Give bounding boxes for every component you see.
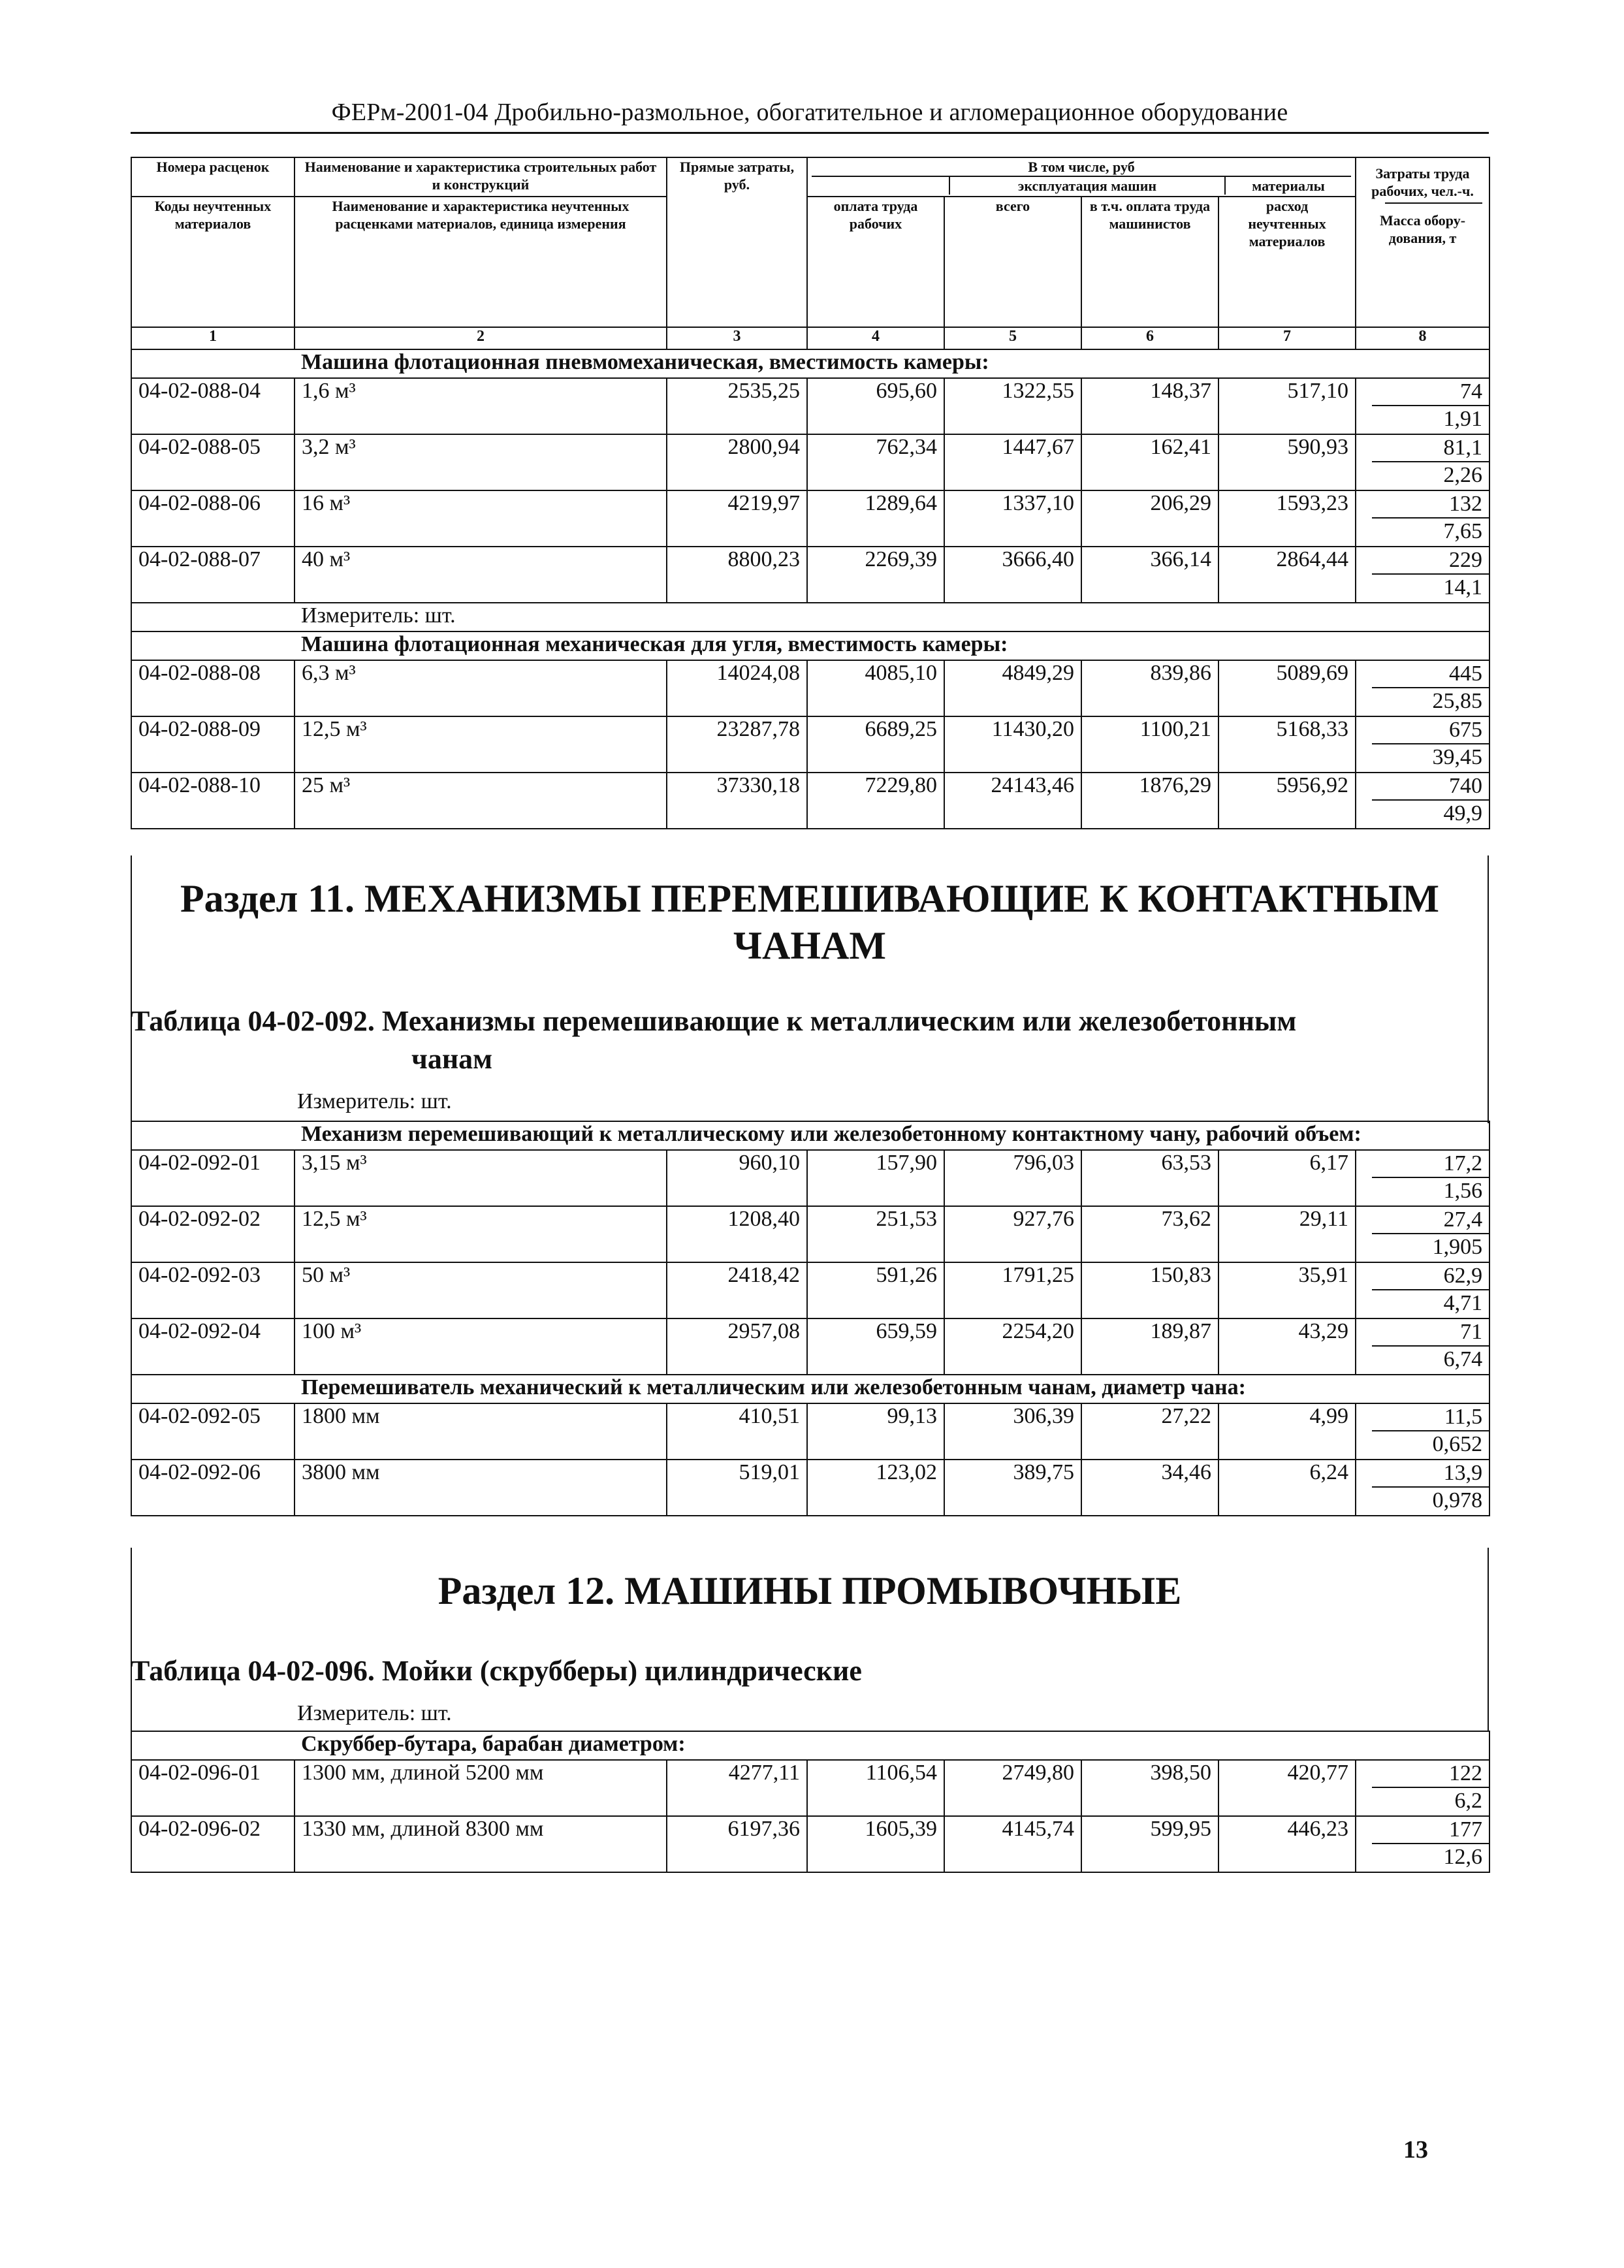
materials-cost: 35,91 [1218, 1262, 1356, 1318]
labor-pay: 251,53 [807, 1206, 944, 1262]
labor-hours: 229 [1372, 547, 1489, 575]
col-num: 3 [667, 327, 807, 349]
labor-mass-cell [1356, 660, 1489, 716]
section11-title-line1: Раздел 11. МЕХАНИЗМЫ ПЕРЕМЕШИВАЮЩИЕ К КОНТАКТНЫМ [180, 877, 1440, 920]
operators-pay: 1100,21 [1081, 716, 1218, 773]
equipment-mass: 1,905 [1432, 1235, 1483, 1259]
machines-total: 4145,74 [944, 1816, 1081, 1872]
rate-code: 04-02-092-04 [131, 1318, 295, 1375]
labor-mass-cell [1356, 1206, 1489, 1262]
materials-cost: 29,11 [1218, 1206, 1356, 1262]
direct-costs: 410,51 [667, 1403, 807, 1460]
machines-total: 1322,55 [944, 378, 1081, 434]
group-row [131, 349, 1489, 378]
labor-mass-cell [1356, 1816, 1489, 1872]
group-code-cell [131, 1375, 295, 1403]
equipment-mass: 1,91 [1443, 407, 1483, 431]
header-direct-costs: Прямые затраты, руб. [667, 157, 807, 327]
equipment-mass: 12,6 [1443, 1845, 1483, 1869]
operators-pay: 839,86 [1081, 660, 1218, 716]
work-name: 3,2 м³ [295, 434, 667, 490]
operators-pay: 599,95 [1081, 1816, 1218, 1872]
header-operators-pay: в т.ч. оплата труда машинистов [1081, 197, 1218, 327]
table-row [131, 1318, 1489, 1375]
table-row [131, 716, 1489, 773]
labor-mass-cell [1356, 434, 1489, 490]
materials-cost: 517,10 [1218, 378, 1356, 434]
labor-hours: 132 [1372, 491, 1489, 519]
machines-total: 1337,10 [944, 490, 1081, 547]
equipment-mass: 14,1 [1443, 575, 1483, 599]
header-machines-total: всего [944, 197, 1081, 327]
work-name: 1330 мм, длиной 8300 мм [295, 1816, 667, 1872]
direct-costs: 2957,08 [667, 1318, 807, 1375]
page-number: 13 [1403, 2136, 1428, 2164]
group-title: Скруббер-бутара, барабан диаметром: [295, 1731, 1489, 1760]
group-title: Машина флотационная пневмомеханическая, вместимость камеры: [295, 349, 1489, 378]
table-row [131, 434, 1489, 490]
machines-total: 3666,40 [944, 547, 1081, 603]
header-labor-mass [1356, 157, 1489, 327]
table-row [131, 547, 1489, 603]
rates-table-04-02-088 [131, 157, 1490, 829]
labor-hours: 675 [1372, 717, 1489, 744]
equipment-mass: 7,65 [1443, 519, 1483, 543]
col-num: 1 [131, 327, 295, 349]
materials-cost: 5089,69 [1218, 660, 1356, 716]
header-work-name: Наименование и характеристика строительных работ и конструкций [295, 157, 667, 197]
materials-cost: 6,24 [1218, 1460, 1356, 1516]
direct-costs: 2800,94 [667, 434, 807, 490]
group-row [131, 1731, 1489, 1760]
table-title-line1: Таблица 04-02-092. Механизмы перемешивающие к металлическим или железобетонным [131, 1005, 1297, 1037]
materials-cost: 5168,33 [1218, 716, 1356, 773]
materials-cost: 446,23 [1218, 1816, 1356, 1872]
header-incl [807, 157, 1356, 197]
labor-hours: 62,9 [1372, 1263, 1489, 1290]
machines-total: 4849,29 [944, 660, 1081, 716]
equipment-mass: 0,652 [1432, 1432, 1483, 1456]
measure-label: Измеритель: шт. [297, 1701, 452, 1725]
labor-hours: 11,5 [1372, 1404, 1489, 1431]
labor-pay: 157,90 [807, 1150, 944, 1206]
labor-pay: 762,34 [807, 434, 944, 490]
table-title-line2: чанам [411, 1043, 493, 1075]
table-row [131, 773, 1489, 829]
group-row [131, 1375, 1489, 1403]
direct-costs: 1208,40 [667, 1206, 807, 1262]
machines-total: 2749,80 [944, 1760, 1081, 1816]
work-name: 3800 мм [295, 1460, 667, 1516]
rate-code: 04-02-092-03 [131, 1262, 295, 1318]
labor-hours: 71 [1372, 1319, 1489, 1347]
table-row [131, 660, 1489, 716]
materials-cost: 590,93 [1218, 434, 1356, 490]
table-row [131, 1403, 1489, 1460]
machines-total: 927,76 [944, 1206, 1081, 1262]
group-code-cell [131, 349, 295, 378]
labor-hours: 177 [1372, 1817, 1489, 1844]
direct-costs: 14024,08 [667, 660, 807, 716]
header-labor-pay: оплата труда рабочих [807, 197, 944, 327]
header-incl-label: В том числе, руб [812, 158, 1351, 177]
table-row [131, 378, 1489, 434]
operators-pay: 398,50 [1081, 1760, 1218, 1816]
direct-costs: 2535,25 [667, 378, 807, 434]
labor-mass-cell [1356, 1403, 1489, 1460]
col-num: 4 [807, 327, 944, 349]
labor-mass-cell [1356, 1262, 1489, 1318]
machines-total: 2254,20 [944, 1318, 1081, 1375]
operators-pay: 189,87 [1081, 1318, 1218, 1375]
direct-costs: 23287,78 [667, 716, 807, 773]
equipment-mass: 25,85 [1432, 689, 1483, 713]
labor-mass-cell [1356, 1318, 1489, 1375]
labor-hours: 13,9 [1372, 1460, 1489, 1488]
table-row [131, 1262, 1489, 1318]
header-labor-hours: Затраты труда рабочих, чел.-ч. [1371, 165, 1474, 199]
labor-pay: 2269,39 [807, 547, 944, 603]
section12-title: Раздел 12. МАШИНЫ ПРОМЫВОЧНЫЕ [438, 1569, 1182, 1612]
operators-pay: 162,41 [1081, 434, 1218, 490]
work-name: 12,5 м³ [295, 1206, 667, 1262]
labor-pay: 1289,64 [807, 490, 944, 547]
operators-pay: 73,62 [1081, 1206, 1218, 1262]
direct-costs: 519,01 [667, 1460, 807, 1516]
operators-pay: 63,53 [1081, 1150, 1218, 1206]
rate-code: 04-02-088-06 [131, 490, 295, 547]
labor-pay: 4085,10 [807, 660, 944, 716]
labor-pay: 1106,54 [807, 1760, 944, 1816]
group-row [131, 603, 1489, 631]
table-04-02-092-title [131, 1002, 1489, 1078]
header-rate-numbers: Номера расценок [131, 157, 295, 197]
table-row [131, 490, 1489, 547]
rate-code: 04-02-088-05 [131, 434, 295, 490]
direct-costs: 8800,23 [667, 547, 807, 603]
direct-costs: 4219,97 [667, 490, 807, 547]
measure-label: Измеритель: шт. [297, 1089, 452, 1113]
labor-hours: 17,2 [1372, 1151, 1489, 1178]
rate-code: 04-02-092-02 [131, 1206, 295, 1262]
work-name: 40 м³ [295, 547, 667, 603]
machines-total: 1791,25 [944, 1262, 1081, 1318]
col-num: 6 [1081, 327, 1218, 349]
materials-cost: 1593,23 [1218, 490, 1356, 547]
col-num: 8 [1356, 327, 1489, 349]
labor-pay: 99,13 [807, 1403, 944, 1460]
machines-total: 24143,46 [944, 773, 1081, 829]
labor-hours: 122 [1372, 1761, 1489, 1788]
rate-code: 04-02-088-10 [131, 773, 295, 829]
labor-mass-cell [1356, 1760, 1489, 1816]
group-code-cell [131, 631, 295, 660]
direct-costs: 37330,18 [667, 773, 807, 829]
labor-hours: 27,4 [1372, 1207, 1489, 1234]
machines-total: 11430,20 [944, 716, 1081, 773]
work-name: 1800 мм [295, 1403, 667, 1460]
work-name: 3,15 м³ [295, 1150, 667, 1206]
group-title: Перемешиватель механический к металлическим или железобетонным чанам, диаметр чана: [295, 1375, 1489, 1403]
table-row [131, 1460, 1489, 1516]
labor-pay: 7229,80 [807, 773, 944, 829]
col-num: 5 [944, 327, 1081, 349]
rate-code: 04-02-096-02 [131, 1816, 295, 1872]
equipment-mass: 1,56 [1443, 1179, 1483, 1203]
direct-costs: 6197,36 [667, 1816, 807, 1872]
col-num: 7 [1218, 327, 1356, 349]
work-name: 16 м³ [295, 490, 667, 547]
direct-costs: 4277,11 [667, 1760, 807, 1816]
work-name: 25 м³ [295, 773, 667, 829]
operators-pay: 366,14 [1081, 547, 1218, 603]
table-row [131, 1206, 1489, 1262]
group-code-cell [131, 1731, 295, 1760]
direct-costs: 2418,42 [667, 1262, 807, 1318]
labor-mass-cell [1356, 490, 1489, 547]
section11-title [131, 875, 1489, 969]
equipment-mass: 49,9 [1443, 801, 1483, 825]
header-machines: эксплуатация машин [950, 177, 1226, 195]
machines-total: 796,03 [944, 1150, 1081, 1206]
header-missing-codes: Коды неучтенных материалов [131, 197, 295, 327]
group-title: Механизм перемешивающий к металлическому или железобетонному контактному чану, рабочий объем: [295, 1121, 1489, 1150]
table-row [131, 1816, 1489, 1872]
materials-cost: 5956,92 [1218, 773, 1356, 829]
rate-code: 04-02-088-09 [131, 716, 295, 773]
rate-code: 04-02-088-07 [131, 547, 295, 603]
rates-table-04-02-096 [131, 1731, 1490, 1873]
operators-pay: 150,83 [1081, 1262, 1218, 1318]
header-missing-materials: Наименование и характеристика неучтенных расценками материалов, единица измерения [295, 197, 667, 327]
col-num: 2 [295, 327, 667, 349]
labor-pay: 1605,39 [807, 1816, 944, 1872]
rate-code: 04-02-092-01 [131, 1150, 295, 1206]
header-materials: материалы [1252, 178, 1325, 194]
equipment-mass: 2,26 [1443, 463, 1483, 487]
group-title: Машина флотационная механическая для угля, вместимость камеры: [295, 631, 1489, 660]
materials-cost: 6,17 [1218, 1150, 1356, 1206]
materials-cost: 2864,44 [1218, 547, 1356, 603]
labor-mass-cell [1356, 773, 1489, 829]
equipment-mass: 0,978 [1432, 1488, 1483, 1512]
operators-pay: 1876,29 [1081, 773, 1218, 829]
page-header: ФЕРм-2001-04 Дробильно-размольное, обогатительное и агломерационное оборудование [131, 98, 1489, 134]
rate-code: 04-02-088-08 [131, 660, 295, 716]
work-name: 1,6 м³ [295, 378, 667, 434]
labor-hours: 445 [1372, 661, 1489, 688]
labor-mass-cell [1356, 1460, 1489, 1516]
operators-pay: 27,22 [1081, 1403, 1218, 1460]
labor-mass-cell [1356, 716, 1489, 773]
equipment-mass: 39,45 [1432, 745, 1483, 769]
materials-cost: 420,77 [1218, 1760, 1356, 1816]
equipment-mass: 4,71 [1443, 1291, 1483, 1315]
header-missing-materials-use: расход неучтенных материалов [1218, 197, 1356, 327]
work-name: 6,3 м³ [295, 660, 667, 716]
work-name: 12,5 м³ [295, 716, 667, 773]
machines-total: 306,39 [944, 1403, 1081, 1460]
group-row [131, 1121, 1489, 1150]
labor-mass-cell [1356, 547, 1489, 603]
materials-cost: 43,29 [1218, 1318, 1356, 1375]
operators-pay: 206,29 [1081, 490, 1218, 547]
group-code-cell [131, 603, 295, 631]
labor-pay: 591,26 [807, 1262, 944, 1318]
work-name: 50 м³ [295, 1262, 667, 1318]
measure-label: Измеритель: шт. [295, 603, 1489, 631]
operators-pay: 34,46 [1081, 1460, 1218, 1516]
rate-code: 04-02-092-06 [131, 1460, 295, 1516]
table-04-02-096-title: Таблица 04-02-096. Мойки (скрубберы) цилиндрические [131, 1655, 862, 1687]
section11-title-line2: ЧАНАМ [733, 924, 886, 967]
labor-mass-cell [1356, 378, 1489, 434]
labor-mass-cell [1356, 1150, 1489, 1206]
labor-pay: 123,02 [807, 1460, 944, 1516]
rate-code: 04-02-096-01 [131, 1760, 295, 1816]
labor-pay: 6689,25 [807, 716, 944, 773]
rates-table-04-02-092 [131, 1121, 1490, 1516]
rate-code: 04-02-092-05 [131, 1403, 295, 1460]
direct-costs: 960,10 [667, 1150, 807, 1206]
labor-pay: 659,59 [807, 1318, 944, 1375]
equipment-mass: 6,2 [1454, 1789, 1483, 1813]
labor-hours: 74 [1372, 379, 1489, 406]
equipment-mass: 6,74 [1443, 1347, 1483, 1371]
machines-total: 1447,67 [944, 434, 1081, 490]
labor-pay: 695,60 [807, 378, 944, 434]
work-name: 100 м³ [295, 1318, 667, 1375]
group-row [131, 631, 1489, 660]
materials-cost: 4,99 [1218, 1403, 1356, 1460]
rate-code: 04-02-088-04 [131, 378, 295, 434]
table-row [131, 1760, 1489, 1816]
machines-total: 389,75 [944, 1460, 1081, 1516]
table-row [131, 1150, 1489, 1206]
work-name: 1300 мм, длиной 5200 мм [295, 1760, 667, 1816]
header-mass: Масса обору-дования, т [1380, 212, 1466, 246]
group-code-cell [131, 1121, 295, 1150]
labor-hours: 740 [1372, 773, 1489, 801]
operators-pay: 148,37 [1081, 378, 1218, 434]
labor-hours: 81,1 [1372, 435, 1489, 462]
